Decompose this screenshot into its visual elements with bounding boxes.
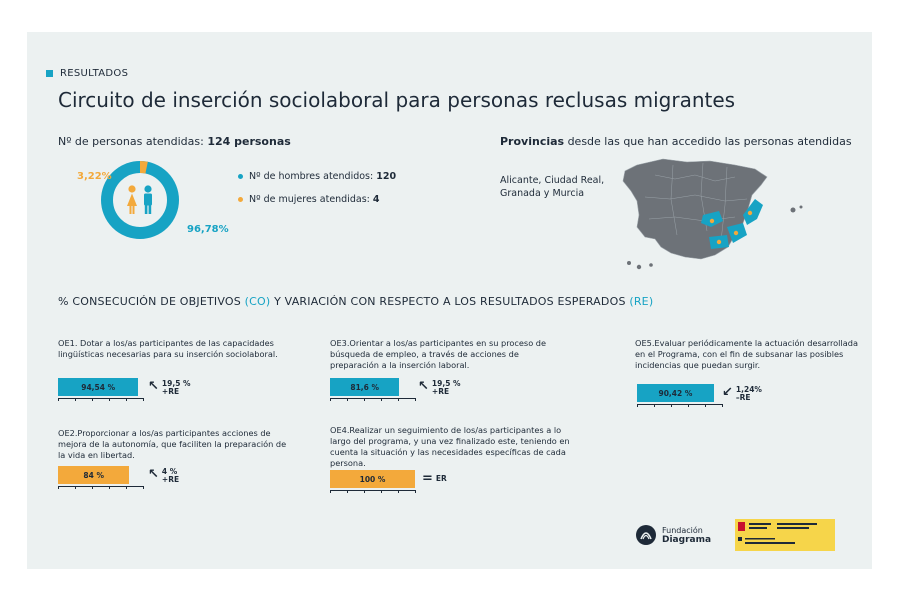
bar-tick — [415, 398, 416, 401]
objective-oe1-text: OE1. Dotar a los/as participantes de las capacidades lingüísticas necesarias para su inserción sociolaboral. — [58, 338, 278, 359]
objective-oe3-text: OE3.Orientar a los/as participantes en su proceso de búsqueda de empleo, a través de acciones de preparación a la inserción laboral. — [330, 338, 547, 370]
arrow-down-icon: ↙ — [722, 385, 733, 400]
bar-tick — [381, 398, 382, 401]
bar-tick — [364, 398, 365, 401]
bar-tick — [109, 398, 110, 401]
legend-men — [238, 171, 396, 182]
balearic-islands — [791, 208, 796, 213]
women-percentage: 3,22% — [77, 171, 112, 182]
donut-slice-men — [107, 167, 173, 233]
variation-text-oe5 — [736, 386, 762, 402]
bar-tick — [75, 486, 76, 489]
balearic-islands-2 — [800, 206, 803, 209]
bar-tick — [688, 404, 689, 407]
legend-men-value: 120 — [376, 171, 397, 182]
objective-oe1-variation — [148, 380, 191, 396]
variation-value: 1,24% — [735, 385, 762, 394]
legend-men-dot — [238, 174, 243, 179]
bar-tick — [75, 398, 76, 401]
bar-tick — [381, 490, 382, 493]
bar-tick — [330, 490, 331, 493]
bar-tick — [126, 398, 127, 401]
variation-text-oe4 — [436, 472, 447, 483]
gender-donut-chart — [100, 160, 180, 240]
variation-text-oe1 — [162, 380, 191, 396]
provinces-title — [500, 135, 852, 148]
objective-oe4-variation — [422, 472, 447, 485]
logo-line2: Diagrama — [662, 534, 712, 545]
diagrama-logo-icon — [635, 524, 657, 546]
spain-map — [615, 155, 810, 277]
woman-icon — [127, 185, 137, 214]
variation-tag: +RE — [161, 475, 180, 484]
provinces-title-bold: Provincias — [500, 135, 565, 148]
objectives-header — [58, 295, 653, 308]
variation-tag: ER — [435, 474, 447, 483]
objective-oe5-text: OE5.Evaluar periódicamente la actuación desarrollada en el Programa, con el fin de subsanar las posibles incidencias que puedan surgir. — [635, 338, 858, 370]
legend-women-label: Nº de mujeres atendidas: — [249, 194, 373, 205]
arrow-up-icon: ↖ — [148, 467, 159, 482]
section-tag — [46, 68, 128, 79]
men-percentage: 96,78% — [187, 224, 229, 235]
checkmark-icon — [738, 537, 742, 541]
arrow-up-icon: ↖ — [418, 379, 429, 394]
section-tag-label: RESULTADOS — [60, 68, 129, 79]
canary-islands — [627, 261, 631, 265]
legend-women-value: 4 — [372, 194, 380, 205]
section-tag-square — [46, 70, 53, 77]
bar-tick — [637, 404, 638, 407]
bar-axis-oe5 — [637, 404, 722, 405]
coat-of-arms-icon — [738, 522, 745, 531]
bar-tick — [58, 486, 59, 489]
bar-tick — [347, 490, 348, 493]
bar-tick — [364, 490, 365, 493]
canary-islands-3 — [649, 263, 653, 267]
objective-oe2-variation — [148, 468, 179, 484]
bar-fill-oe3: 81,6 % — [330, 378, 399, 396]
marker-ciudad-real — [710, 219, 714, 223]
bar-axis-oe3 — [330, 398, 415, 399]
bar-tick — [143, 486, 144, 489]
bar-tick — [722, 404, 723, 407]
objectives-header-co: (CO) — [244, 295, 271, 308]
logo-line1: Fundación — [662, 525, 703, 535]
bar-tick — [347, 398, 348, 401]
legend-men-label: Nº de hombres atendidos: — [249, 171, 377, 182]
persons-value: 124 personas — [207, 135, 291, 148]
bar-tick — [398, 490, 399, 493]
objectives-header-re: (RE) — [629, 295, 654, 308]
persons-label: Nº de personas atendidas: — [58, 135, 208, 148]
legend-women — [238, 194, 380, 205]
bar-tick — [654, 404, 655, 407]
objective-oe2-text: OE2.Proporcionar a los/as participantes acciones de mejora de la autonomía, que faciliten la preparación de la vida en libertad. — [58, 428, 287, 460]
bar-tick — [330, 398, 331, 401]
fundacion-diagrama-logo — [635, 524, 711, 546]
bar-tick — [92, 398, 93, 401]
objectives-header-part2: Y VARIACIÓN CON RESPECTO A LOS RESULTADOS ESPERADOS — [270, 295, 630, 308]
bar-fill-oe1: 94,54 % — [58, 378, 138, 396]
marker-alicante — [748, 211, 752, 215]
bar-tick — [705, 404, 706, 407]
bar-tick — [671, 404, 672, 407]
bar-tick — [398, 398, 399, 401]
persons-attended — [58, 135, 291, 148]
bar-tick — [58, 398, 59, 401]
bar-tick — [92, 486, 93, 489]
objective-oe3-variation — [418, 380, 461, 396]
legend-women-dot — [238, 197, 243, 202]
government-logo — [735, 519, 835, 551]
marker-murcia — [734, 231, 738, 235]
bar-axis-oe2 — [58, 486, 143, 487]
provinces-list: Alicante, Ciudad Real, Granada y Murcia — [500, 175, 605, 199]
bar-fill-oe4: 100 % — [330, 470, 415, 488]
bar-axis-oe4 — [330, 490, 415, 491]
variation-text-oe3 — [432, 380, 461, 396]
marker-granada — [717, 240, 721, 244]
spain-mainland — [623, 159, 767, 259]
arrow-up-icon: ↖ — [148, 379, 159, 394]
variation-value: 19,5 % — [431, 379, 461, 388]
objective-oe5-variation — [722, 386, 762, 402]
objectives-header-part1: % CONSECUCIÓN DE OBJETIVOS — [58, 295, 245, 308]
variation-value: 4 % — [161, 467, 178, 476]
provinces-title-rest: desde las que han accedido las personas atendidas — [564, 135, 852, 148]
variation-tag: –RE — [735, 393, 751, 402]
bar-fill-oe5: 90,42 % — [637, 384, 714, 402]
page-title: Circuito de inserción sociolaboral para personas reclusas migrantes — [58, 88, 736, 112]
bar-tick — [126, 486, 127, 489]
canary-islands-2 — [637, 265, 641, 269]
variation-value: 19,5 % — [161, 379, 191, 388]
variation-tag: +RE — [431, 387, 450, 396]
man-icon — [144, 185, 152, 214]
bar-tick — [143, 398, 144, 401]
bar-tick — [415, 490, 416, 493]
equal-icon: = — [422, 471, 433, 486]
variation-text-oe2 — [162, 468, 179, 484]
bar-fill-oe2: 84 % — [58, 466, 129, 484]
variation-tag: +RE — [161, 387, 180, 396]
objective-oe4-text: OE4.Realizar un seguimiento de los/as participantes a lo largo del programa, y una vez finalizado este, teniendo en cuenta la situación y las necesidades específicas de cada persona. — [330, 425, 570, 468]
bar-axis-oe1 — [58, 398, 143, 399]
bar-tick — [109, 486, 110, 489]
